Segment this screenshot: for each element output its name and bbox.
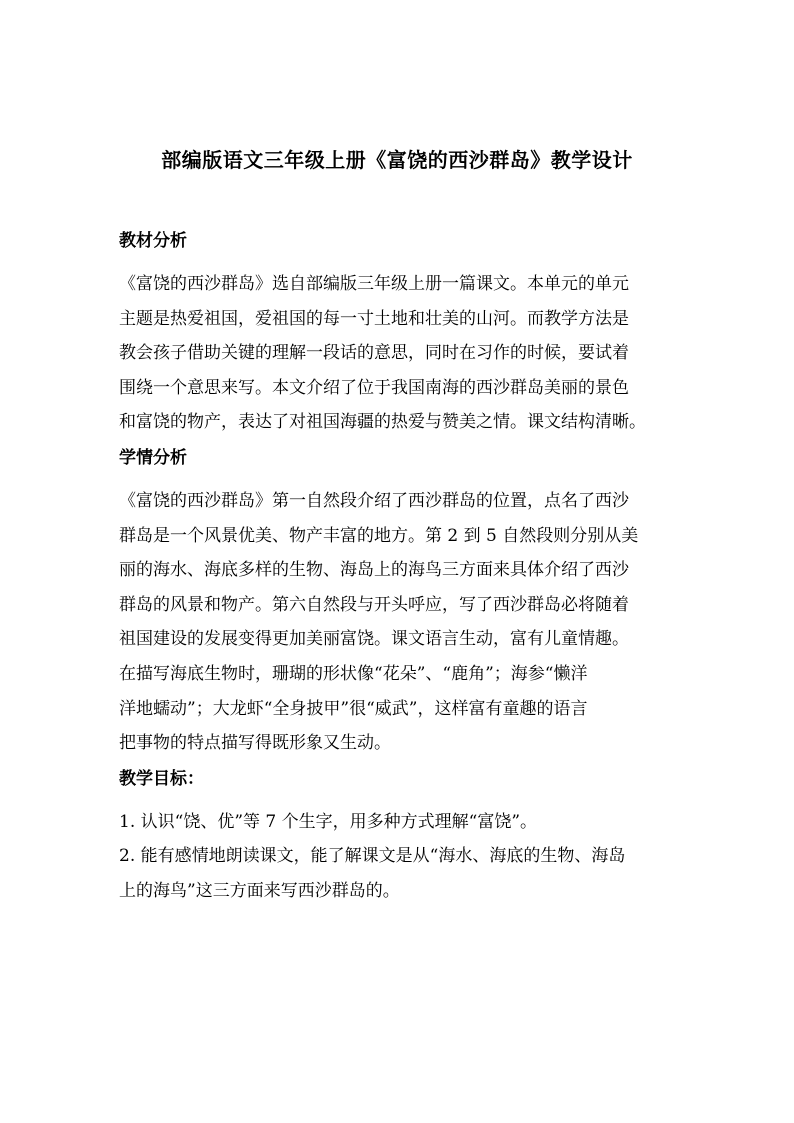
goal-item: 2. 能有感情地朗读课文，能了解课文是从“海水、海底的生物、海岛 (119, 846, 626, 867)
section-teaching-goals (119, 767, 679, 909)
paragraph-line: 在描写海底生物时，珊瑚的形状像“花朵”、“鹿角”；海参“懒洋 (119, 663, 588, 684)
section-heading: 教材分析 (119, 231, 187, 251)
section-heading: 教学目标： (119, 768, 204, 789)
section-student-analysis (119, 446, 679, 761)
paragraph-line: 教会孩子借助关键的理解一段话的意思，同时在习作的时候，要试着 (119, 343, 629, 364)
paragraph-line: 主题是热爱祖国，爱祖国的每一寸土地和壮美的山河。而教学方法是 (119, 308, 629, 329)
paragraph-line: 群岛的风景和物产。第六自然段与开头呼应，写了西沙群岛必将随着 (119, 594, 629, 615)
section-textbook-analysis (119, 229, 679, 440)
paragraph-line: 围绕一个意思来写。本文介绍了位于我国南海的西沙群岛美丽的景色 (119, 377, 629, 398)
section-heading: 学情分析 (119, 447, 187, 468)
paragraph-line: 祖国建设的发展变得更加美丽富饶。课文语言生动，富有儿童情趣。 (119, 629, 629, 650)
paragraph-line: 群岛是一个风景优美、物产丰富的地方。第 2 到 5 自然段则分别从美 (119, 525, 639, 546)
goal-item: 1. 认识“饶、优”等 7 个生字，用多种方式理解“富饶”。 (119, 811, 538, 832)
paragraph-line: 和富饶的物产，表达了对祖国海疆的热爱与赞美之情。课文结构清晰。 (119, 412, 646, 433)
document-body (119, 229, 679, 915)
paragraph-line: 把事物的特点描写得既形象又生动。 (119, 733, 391, 754)
paragraph-line: 洋地蠕动”；大龙虾“全身披甲”很“威武”，这样富有童趣的语言 (119, 698, 588, 719)
paragraph-line: 《富饶的西沙群岛》选自部编版三年级上册一篇课文。本单元的单元 (119, 274, 629, 294)
document-title: 部编版语文三年级上册《富饶的西沙群岛》教学设计 (161, 148, 633, 172)
goal-item-continuation: 上的海鸟”这三方面来写西沙群岛的。 (119, 880, 400, 901)
paragraph-line: 《富饶的西沙群岛》第一自然段介绍了西沙群岛的位置，点名了西沙 (119, 490, 629, 511)
paragraph-line: 丽的海水、海底多样的生物、海岛上的海鸟三方面来具体介绍了西沙 (119, 560, 629, 581)
